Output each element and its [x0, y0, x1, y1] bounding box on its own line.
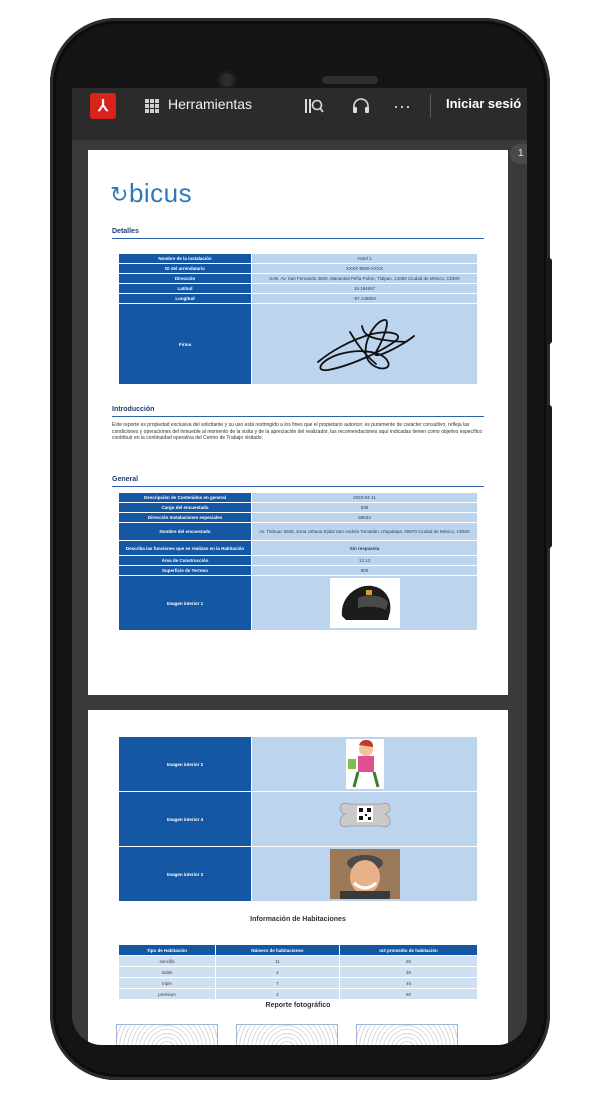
signin-button[interactable]: Iniciar sesió	[446, 96, 522, 111]
toolbar-divider	[430, 94, 431, 118]
field-key: Latitud	[119, 284, 252, 294]
field-value: Hotel 1	[252, 254, 478, 264]
field-value: 88633	[252, 513, 478, 523]
field-value: 12.13	[252, 556, 478, 566]
photo-report-title: Reporte fotográfico	[265, 1002, 331, 1009]
field-key: Nombre de la instalación	[119, 254, 252, 264]
rooms-table	[118, 944, 478, 1000]
general-rule	[112, 486, 484, 487]
cell: sencilla	[119, 956, 216, 967]
table-row	[119, 737, 478, 792]
field-key: Superficie de Terreno	[119, 566, 252, 576]
intro-rule	[112, 416, 484, 417]
cell: 60	[339, 989, 477, 1000]
image-cell	[252, 792, 478, 847]
field-value: 535	[252, 503, 478, 513]
power-button	[546, 405, 552, 548]
acrobat-logo-icon[interactable]: ⅄	[90, 93, 116, 119]
field-key: Dirección	[119, 274, 252, 284]
field-value: XXXX-9000-XXXX	[252, 264, 478, 274]
table-row	[119, 989, 478, 1000]
ubicus-logo	[110, 178, 192, 209]
read-aloud-headphones-icon[interactable]	[349, 94, 373, 118]
general-table	[118, 492, 478, 631]
column-header: Número de habitaciones	[215, 945, 339, 956]
volume-button	[546, 258, 552, 344]
page-number-badge[interactable]: 1	[510, 144, 527, 164]
details-rule	[112, 238, 484, 239]
field-key: ID del arrendatario	[119, 264, 252, 274]
table-row	[119, 523, 478, 541]
field-value: -97.148804	[252, 294, 478, 304]
column-header: m2 promedio de habitación	[339, 945, 477, 956]
image-key: Imagen interior 4	[119, 792, 252, 847]
table-row	[119, 493, 478, 503]
helmet-photo	[330, 578, 400, 628]
field-key: Longitud	[119, 294, 252, 304]
field-value: Av. Tlahuac 5845, Zona Urbana Ejidal San Andrés Tomatlán, Iztapalapa, 09870 Ciudad de México, CDMX	[252, 523, 478, 541]
cell: 4	[215, 967, 339, 978]
table-row	[119, 956, 478, 967]
rooms-section-title: Información de Habitaciones	[250, 916, 346, 923]
general-section-title: General	[112, 476, 139, 483]
photo-thumbnail	[116, 1024, 218, 1045]
images-table	[118, 736, 478, 902]
field-key: Área de Construcción	[119, 556, 252, 566]
field-key: Cargo del encuestado	[119, 503, 252, 513]
screen	[72, 88, 527, 1045]
table-row	[119, 513, 478, 523]
table-row	[119, 304, 478, 385]
table-row	[119, 503, 478, 513]
field-value: 800	[252, 566, 478, 576]
apps-grid-icon[interactable]	[145, 99, 159, 113]
tools-menu[interactable]: Herramientas	[168, 96, 253, 112]
field-value: Sin respuesta	[252, 541, 478, 556]
pdf-page-1	[88, 150, 508, 695]
cell: 25	[339, 956, 477, 967]
table-row	[119, 264, 478, 274]
qr-tag-image	[335, 796, 395, 842]
table-row	[119, 576, 478, 631]
details-table	[118, 253, 478, 385]
photo-thumbnail	[236, 1024, 338, 1045]
signature-image	[310, 312, 420, 376]
pdf-page-2	[88, 710, 508, 1045]
more-options-icon[interactable]: ···	[393, 95, 411, 116]
table-row	[119, 566, 478, 576]
table-row	[119, 284, 478, 294]
photo-thumbnail	[356, 1024, 458, 1045]
portrait-photo	[330, 849, 400, 899]
cell: triple	[119, 978, 216, 989]
field-key: Describa las funciones que se realizan en la Habitación	[119, 541, 252, 556]
front-camera	[217, 70, 237, 90]
image-cell	[252, 737, 478, 792]
table-row	[119, 274, 478, 284]
table-row	[119, 792, 478, 847]
details-section-title: Detalles	[112, 228, 139, 235]
app-toolbar	[72, 88, 527, 140]
logo-arrow-icon: ↻	[110, 182, 129, 207]
table-row	[119, 978, 478, 989]
earpiece-speaker	[322, 76, 378, 84]
table-row	[119, 556, 478, 566]
cell: 11	[215, 956, 339, 967]
field-value: SAB. Av. San Fernando 3500, Manantial Peña Pobre, Tlalpan, 14060 Ciudad de México, CDMX	[252, 274, 478, 284]
intro-paragraph: Este reporte es propiedad exclusiva del solicitante y su uso está restringido a los fines que el propietario autorice; es puramente de carácter consultivo, refleja las condiciones y operaciones del inmueble al momento de la visita y de la apreciación del realizador, las recomendaciones aquí indicadas tienen como objetivo específico contribuir en la continuidad operativa del Centro de Trabajo visitado.	[112, 422, 483, 441]
field-key: Descripción de Contenidos en general	[119, 493, 252, 503]
cell: doble	[119, 967, 216, 978]
search-document-icon[interactable]	[302, 94, 326, 118]
image-cell	[252, 847, 478, 902]
cell: 7	[215, 978, 339, 989]
table-row	[119, 294, 478, 304]
table-header-row	[119, 945, 478, 956]
intro-section-title: Introducción	[112, 406, 155, 413]
signature-cell	[252, 304, 478, 385]
table-row	[119, 541, 478, 556]
field-key: Nombre del encuestado	[119, 523, 252, 541]
field-key: Dirección Instalaciones especiales	[119, 513, 252, 523]
field-value: 19.184697	[252, 284, 478, 294]
field-value: 2023-04-11	[252, 493, 478, 503]
cell: 2	[215, 989, 339, 1000]
cartoon-image	[346, 739, 384, 789]
image-key: Imagen interior 1	[119, 576, 252, 631]
signature-key: Firma	[119, 304, 252, 385]
table-row	[119, 967, 478, 978]
image-cell	[252, 576, 478, 631]
cell: 30	[339, 967, 477, 978]
table-row	[119, 254, 478, 264]
image-key: Imagen interior 2	[119, 737, 252, 792]
cell: 45	[339, 978, 477, 989]
column-header: Tipo de Habitación	[119, 945, 216, 956]
image-key: Imagen interior 3	[119, 847, 252, 902]
logo-text: bicus	[128, 178, 193, 208]
cell: premium	[119, 989, 216, 1000]
table-row	[119, 847, 478, 902]
